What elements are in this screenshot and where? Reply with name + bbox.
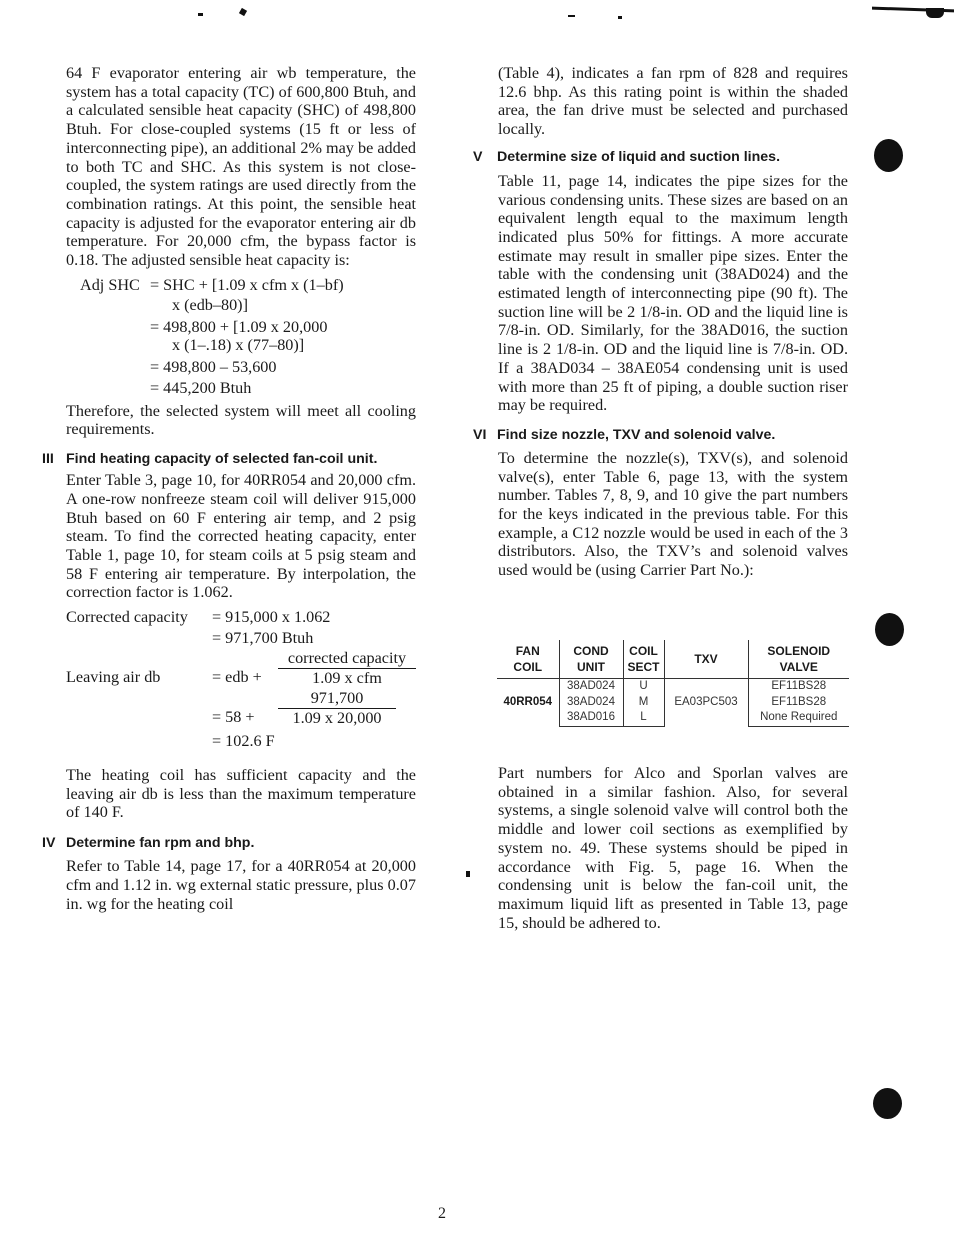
section-6-heading: VI Find size nozzle, TXV and solenoid valve. [473,426,776,443]
cell-solenoid: None Required [748,710,849,726]
leaving-result: = 102.6 F [212,732,275,751]
cell-solenoid: EF11BS28 [748,695,849,711]
corrected-line2: = 971,700 Btuh [212,629,314,648]
cell-cond-unit: 38AD024 [559,679,623,695]
eq2-numerator: 971,700 [278,689,396,709]
leaving-label: Leaving air db [66,668,161,687]
right-column [473,64,848,580]
adj-shc-line3: = 498,800 + [1.09 x 20,000 [150,317,328,336]
eq2-denominator: 1.09 x 20,000 [292,709,382,728]
scan-mark [618,16,622,19]
header-fan-coil: FAN COIL [497,640,559,679]
section-5-heading: V Determine size of liquid and suction lines. [473,148,781,165]
leaving-eq2-prefix: = 58 + [212,708,255,727]
header-coil-sect: COIL SECT [623,640,664,679]
cell-solenoid: EF11BS28 [748,679,849,695]
corrected-line1: = 915,000 x 1.062 [212,608,331,627]
adj-shc-equation [66,276,416,400]
scan-mark [926,8,944,18]
fan-rpm-continued: (Table 4), indicates a fan rpm of 828 and requires 12.6 bhp. As this rating point is within the shaded area, the fan drive must be selected and purchased locally. [498,64,848,139]
section-3-heading: III Find heating capacity of selected fan-coil unit. [42,451,378,468]
punch-hole-top [874,139,903,172]
adj-shc-line6: = 445,200 Btuh [150,378,252,397]
section-6-body: To determine the nozzle(s), TXV(s), and solenoid valve(s), enter Table 6, page 13, with the system number. Tables 7, 8, 9, and 10 give the part numbers for the keys indicated in the previous table. For this example, a C12 nozzle would be used in each of the 3 distributors. Also, the TXV’s and solenoid valves used would be (using Carrier Part No.): [498,448,848,580]
page-number: 2 [438,1205,446,1222]
section-4-body: Refer to Table 14, page 17, for a 40RR054 at 20,000 cfm and 1.12 in. wg external static pressure, plus 0.07 in. wg for the heating coil [66,857,416,913]
intro-paragraph: 64 F evaporator entering air wb temperature, the system has a total capacity (TC) of 600,800 Btuh, and a calculated sensible heat capacity (SHC) of 498,800 Btuh. For close-coupled systems (15 ft or less of interconnecting pipe), an additional 2% may be added to both TC and SHC. As this system is not close-coupled, the system ratings are used directly from the combination ratings. At this point, the sensible heat capacity is adjusted for the evaporator entering air db temperature. For 20,000 cfm, the bypass factor is 0.18. The adjusted sensible heat capacity is: [66,64,416,270]
corrected-capacity-equation [66,608,416,650]
cell-coil-sect: U [623,679,664,695]
adj-shc-line2: x (edb–80)] [172,295,248,314]
table-row [497,679,849,695]
table-header-row [497,640,849,679]
adj-shc-line4: x (1–.18) x (77–80)] [172,335,305,354]
punch-hole-middle [875,613,904,646]
closing-paragraph: Part numbers for Alco and Sporlan valves are obtained in a similar fashion. Also, for several systems, a single solenoid valve will control both the middle and lower coil sections as exemplified by system no. 49. These systems should be piped in accordance with Fig. 5, page 16. When the condensing unit is below the fan-coil unit, the maximum liquid lift as presented in Table 13, page 15, should be adhered to. [498,764,848,932]
cooling-conclusion: Therefore, the selected system will meet all cooling requirements. [66,401,416,439]
eq1-denominator: 1.09 x cfm [312,669,382,688]
section-5-body: Table 11, page 14, indicates the pipe sizes for the various condensing units. These sizes are based on an equivalent length equal to the maximum length indicated plus 50% for fittings. A more accurate estimate may result in smaller pipe sizes. Enter the table with the condensing unit (38AD024) and the estimated length of interconnecting pipe (90 ft). The suction line will be 2 1/8-in. OD and the liquid line is 7/8-in. OD. Similarly, for the 38AD016, the suction line is 2 1/8-in. OD and the liquid line is 7/8-in. OD. If a 38AD034 – 38AE054 condensing unit is used with more than 25 ft of piping, a double suction riser may be required. [498,171,848,415]
leaving-air-equation [66,650,416,754]
leaving-eq1-prefix: = edb + [212,668,262,687]
scan-mark [239,8,247,16]
header-cond-unit: COND UNIT [559,640,623,679]
adj-shc-label: Adj SHC [80,275,140,294]
header-solenoid: SOLENOID VALVE [748,640,849,679]
leaving-eq1-fraction [278,649,416,688]
scan-mark [466,871,470,877]
corrected-label: Corrected capacity [66,608,188,627]
left-column [42,64,416,913]
cell-coil-sect: L [623,710,664,726]
adj-shc-line5: = 498,800 – 53,600 [150,357,277,376]
heating-note: The heating coil has sufficient capacity and the leaving air db is less than the maximum temperature of 140 F. [66,766,416,822]
cell-cond-unit: 38AD016 [559,710,623,726]
adj-shc-line1: = SHC + [1.09 x cfm x (1–bf) [150,275,344,294]
cell-txv: EA03PC503 [664,679,748,727]
punch-hole-bottom [873,1088,902,1119]
leaving-eq2-fraction [278,689,396,728]
cell-coil-sect: M [623,695,664,711]
eq1-numerator: corrected capacity [278,649,416,669]
section-4-heading: IV Determine fan rpm and bhp. [42,835,255,852]
scan-mark [198,13,203,16]
parts-table [497,640,849,727]
section-3-body: Enter Table 3, page 10, for 40RR054 and 20,000 cfm. A one-row nonfreeze steam coil will deliver 915,000 Btuh based on 60 F entering air temp, and 2 psig steam. To find the corrected heating capacity, enter Table 1, page 10, for steam coils at 5 psig steam and 58 F entering air temperature. By interpolation, the correction factor is 1.062. [66,471,416,602]
cell-cond-unit: 38AD024 [559,695,623,711]
header-txv: TXV [664,640,748,679]
scan-mark [568,15,575,17]
cell-fan-coil: 40RR054 [503,695,553,708]
